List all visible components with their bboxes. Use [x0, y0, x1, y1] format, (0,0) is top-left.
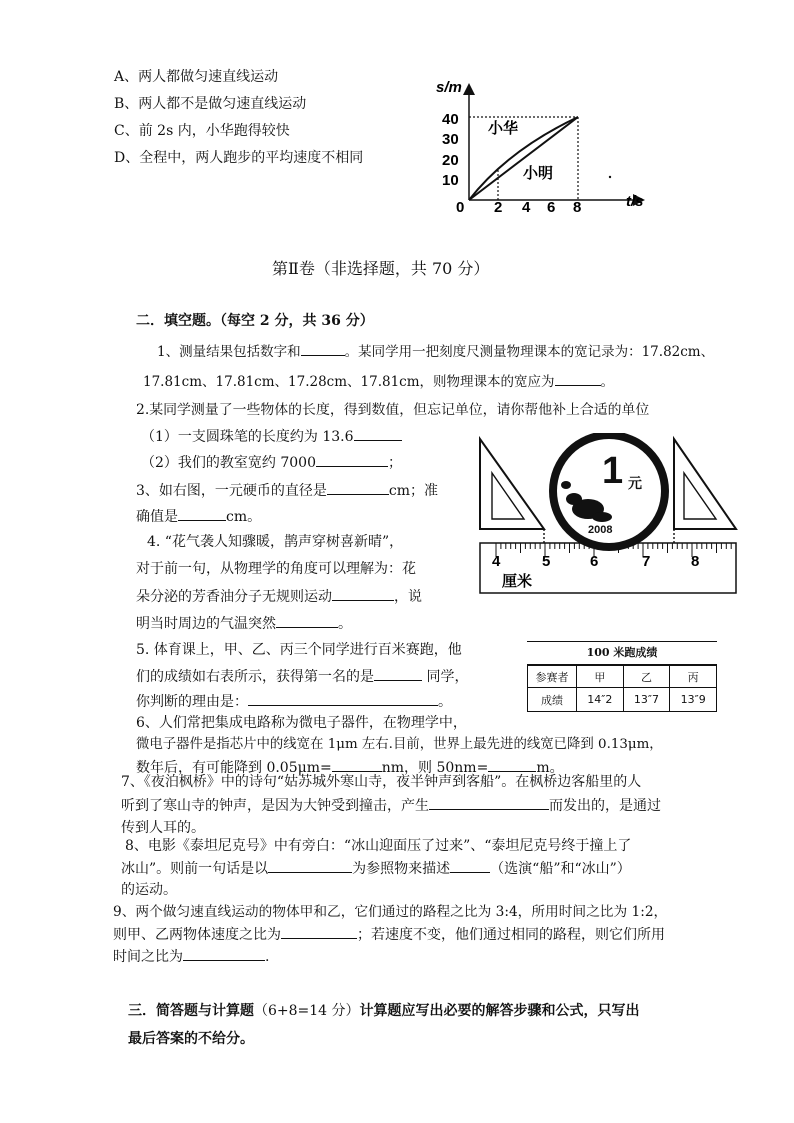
q4-text-c: 明当时周边的气温突然: [136, 616, 276, 632]
q2-sub2-text: （2）我们的教室宽约 7000: [141, 455, 316, 471]
q5-blank-1[interactable]: [374, 666, 422, 681]
option-c: C、前 2s 内，小华跑得较快: [114, 123, 290, 139]
q1-text-d: 。: [600, 374, 615, 390]
q6-text-c: m。: [536, 760, 564, 776]
q5-line3: [136, 691, 452, 712]
q8-text-a: 冰山”。则前一句话是以: [121, 861, 269, 877]
table-cell-jia: 14″2: [577, 688, 624, 712]
y-tick-40: 40: [442, 111, 459, 128]
q4-line2: 对于前一句，从物理学的角度可以理解为：花: [136, 561, 416, 577]
right-set-square-inner: [684, 473, 716, 519]
ruler-number-7: 7: [642, 553, 651, 570]
ruler-unit-label: 厘米: [502, 573, 533, 590]
option-a: A、两人都做匀速直线运动: [114, 69, 279, 85]
q2-sub2-end: ；: [388, 455, 402, 471]
q1-line1: [157, 340, 714, 360]
stray-dot: [609, 176, 611, 178]
q4-line4: [136, 613, 352, 634]
q7-line2: [121, 795, 661, 816]
q8-text-c: （选演“船”和“冰山”）: [490, 861, 631, 877]
q3-text-b: cm；准: [388, 483, 439, 499]
y-tick-30: 30: [442, 131, 459, 148]
q8-line3: 的运动。: [121, 882, 177, 898]
q9-line3: [113, 946, 269, 967]
q7-text-a: 听到了寒山寺的钟声，是因为大钟受到撞击，产生: [121, 798, 429, 814]
q2-sub1: [141, 426, 402, 447]
q8-line1: 8、电影《泰坦尼克号》中有旁白：“冰山迎面压了过来”、“泰坦尼克号终于撞上了: [125, 838, 632, 854]
section-3-points: （6+8=14 分）: [254, 1003, 360, 1019]
q5-text-c: 你判断的理由是：: [136, 694, 248, 710]
coin-unit: 元: [628, 475, 642, 491]
coin-denomination: 1: [602, 450, 624, 492]
xiaoming-line: [469, 117, 578, 200]
ruler-number-4: 4: [492, 553, 501, 570]
x-tick-2: 2: [494, 199, 503, 216]
q5-blank-2[interactable]: [248, 691, 438, 706]
section-3-instruction: 计算题应写出必要的解答步骤和公式，只写出: [359, 1003, 640, 1019]
q3-text-c: 确值是: [136, 509, 178, 525]
q6-text-a: 数年后，有可能降到 0.05μm=: [136, 760, 332, 776]
q6-blank-2[interactable]: [488, 757, 536, 772]
q4-text-b: ，说: [394, 589, 422, 605]
q2-sub2: [141, 452, 402, 473]
xiaoming-label: 小明: [523, 165, 554, 182]
section-2-title: 第Ⅱ卷（非选择题，共 70 分）: [272, 259, 490, 278]
table-row-label: 成绩: [528, 688, 577, 712]
q1-text-b: 。某同学用一把刻度尺测量物理课本的宽记录为：17.82cm、: [344, 344, 715, 360]
option-d: D、全程中，两人跑步的平均速度不相同: [114, 150, 364, 166]
q5-line2: [136, 666, 468, 687]
q9-line2: [113, 924, 665, 945]
q1-blank-1[interactable]: [301, 341, 345, 356]
q2-blank-2[interactable]: [316, 452, 388, 467]
table-header-yi: 乙: [623, 666, 670, 688]
q6-line2: 微电子器件是指芯片中的线宽在 1μm 左右.目前，世界上最先进的线宽已降到 0.13μm，: [136, 737, 663, 752]
q9-blank-1[interactable]: [281, 924, 357, 939]
q2-blank-1[interactable]: [354, 426, 402, 441]
y-tick-20: 20: [442, 152, 459, 169]
origin-label: 0: [456, 199, 465, 216]
q7-line1: 7、《夜泊枫桥》中的诗句“姑苏城外寒山寺，夜半钟声到客船”。在枫桥边客船里的人: [121, 774, 642, 790]
section-3-title: 三．简答题与计算题: [128, 1003, 254, 1019]
q5-text-d: 。: [438, 694, 452, 710]
q5-text-a: 们的成绩如右表所示，获得第一名的是: [136, 669, 374, 685]
table-cell-bing: 13″9: [670, 688, 717, 712]
q1-text-c: 17.81cm、17.81cm、17.28cm、17.81cm，则物理课本的宽应为: [143, 374, 555, 390]
q7-line3: 传到人耳的。: [121, 820, 205, 836]
coin-year: 2008: [588, 524, 613, 536]
y-axis-label: s/m: [436, 79, 462, 96]
q8-line2: [121, 858, 631, 879]
xiaohua-label: 小华: [488, 120, 519, 137]
q5-line1: 5. 体育课上，甲、乙、丙三个同学进行百米赛跑，他: [136, 642, 462, 658]
x-tick-8: 8: [573, 199, 582, 216]
q4-line1: 4. “花气袭人知骤暖，鹊声穿树喜新晴”，: [147, 534, 404, 550]
coin-ruler-figure: [478, 433, 738, 595]
q3-blank-2[interactable]: [178, 506, 226, 521]
q3-blank-1[interactable]: [327, 480, 389, 495]
q4-blank-1[interactable]: [332, 586, 394, 601]
ruler-number-6: 6: [590, 553, 599, 570]
q3-text-a: 3、如右图，一元硬币的直径是: [136, 483, 327, 499]
table-header-bing: 丙: [670, 666, 717, 688]
option-b: B、两人都不是做匀速直线运动: [114, 96, 307, 112]
q3-text-d: cm。: [226, 509, 262, 525]
q8-blank-1[interactable]: [268, 858, 352, 873]
q1-blank-2[interactable]: [555, 371, 601, 386]
q6-blank-1[interactable]: [332, 757, 382, 772]
q9-text-d: .: [265, 949, 270, 965]
table-header-participant: 参赛者: [528, 666, 577, 688]
q2-sub1-text: （1）一支圆珠笔的长度约为 13.6: [141, 429, 354, 445]
q9-text-c: 时间之比为: [113, 949, 183, 965]
q3-line1: [136, 480, 438, 501]
q7-blank-1[interactable]: [429, 795, 549, 810]
q1-line2: [143, 370, 614, 390]
q2-intro: 2.某同学测量了一些物体的长度，得到数值，但忘记单位，请你帮他补上合适的单位: [136, 402, 650, 418]
right-set-square: [674, 439, 736, 529]
q5-text-b: 同学，: [426, 669, 469, 685]
section-3-line2: 最后答案的不给分。: [128, 1031, 254, 1047]
q9-text-b: ；若速度不变，他们通过相同的路程，则它们所用: [357, 927, 665, 943]
q4-line3: [136, 586, 422, 607]
q7-text-b: 而发出的，是通过: [549, 798, 661, 814]
q3-line2: [136, 506, 261, 527]
left-set-square: [480, 439, 544, 529]
x-tick-6: 6: [547, 199, 556, 216]
q6-text-b: nm，则 50nm=: [381, 760, 489, 776]
q9-blank-2[interactable]: [183, 946, 265, 961]
table-cell-yi: 13″7: [623, 688, 670, 712]
table-header-jia: 甲: [577, 666, 624, 688]
y-tick-10: 10: [442, 172, 459, 189]
x-tick-4: 4: [522, 199, 531, 216]
q4-blank-2[interactable]: [276, 613, 338, 628]
section-2-heading: 二．填空题。（每空 2 分，共 36 分）: [136, 313, 374, 329]
q6-line1: 6、人们常把集成电路称为微电子器件，在物理学中，: [136, 715, 467, 731]
q9-text-a: 则甲、乙两物体速度之比为: [113, 927, 281, 943]
x-axis-label: t/s: [626, 193, 644, 210]
q4-text-d: 。: [338, 616, 352, 632]
q8-blank-2[interactable]: [450, 858, 490, 873]
q9-line1: 9、两个做匀速直线运动的物体甲和乙，它们通过的路程之比为 3:4，所用时间之比为 1:2，: [113, 904, 668, 920]
distance-time-graph: [430, 72, 660, 220]
table-caption: 100 米跑成绩: [527, 641, 717, 665]
q8-text-b: 为参照物来描述: [352, 861, 451, 877]
ruler-number-5: 5: [542, 553, 551, 570]
section-3-line1: [128, 1000, 640, 1020]
q1-text-a: 1、测量结果包括数字和: [157, 344, 301, 360]
ruler-number-8: 8: [691, 553, 700, 570]
q4-text-a: 朵分泌的芳香油分子无规则运动: [136, 589, 332, 605]
results-table: [527, 641, 717, 712]
